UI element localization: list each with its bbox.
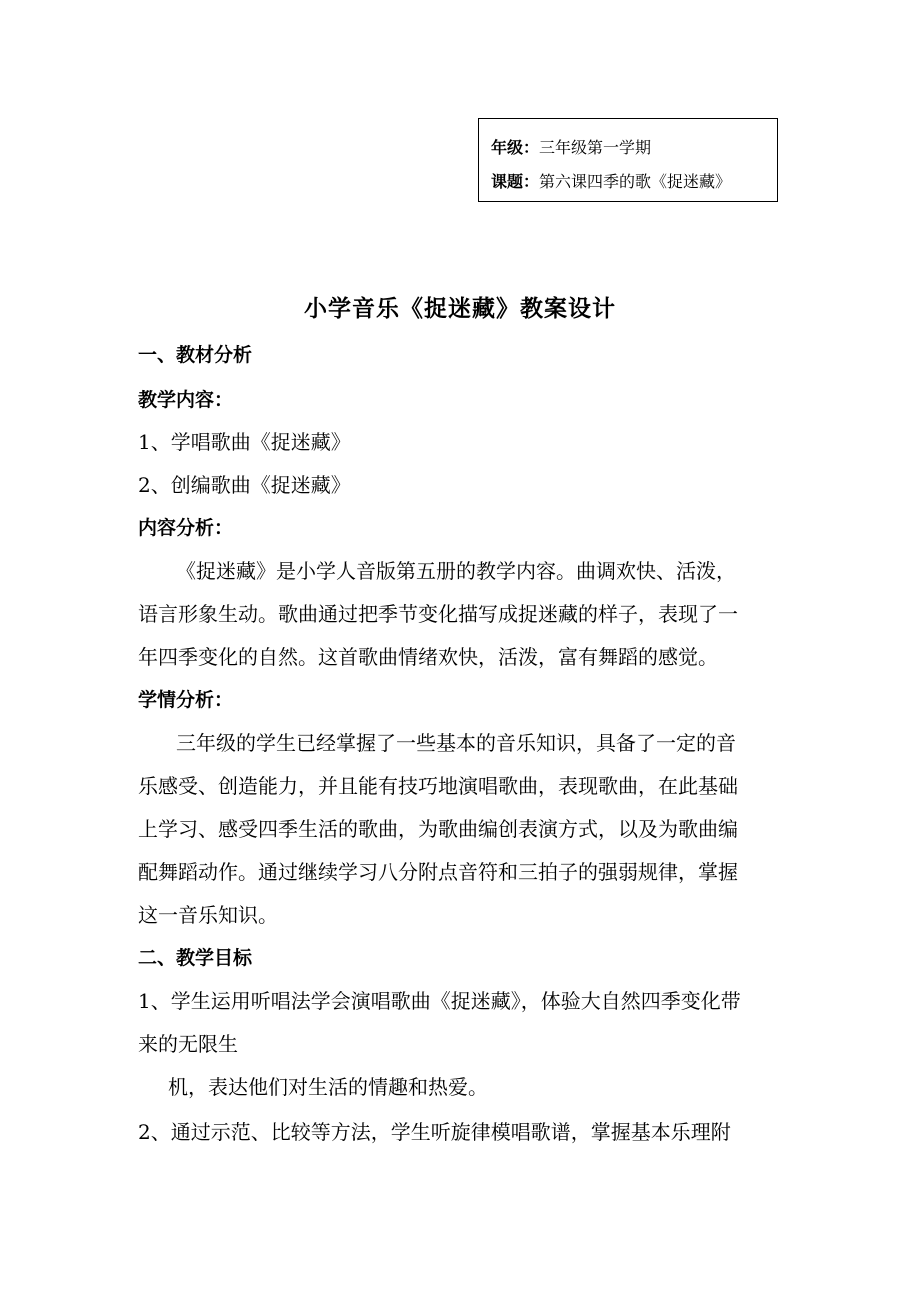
learner-line: 这一音乐知识。 — [138, 903, 278, 927]
topic-label: 课题： — [491, 172, 540, 191]
section1-heading: 一、教材分析 — [138, 344, 253, 366]
analysis-line: 年四季变化的自然。这首歌曲情绪欢快，活泼，富有舞蹈的感觉。 — [138, 645, 718, 669]
section2-heading: 二、教学目标 — [138, 947, 253, 969]
grade-row — [491, 131, 777, 165]
analysis-line: 《捉迷藏》是小学人音版第五册的教学内容。曲调欢快、活泼， — [176, 559, 736, 583]
goal-line: 来的无限生 — [138, 1032, 238, 1056]
document-title: 小学音乐《捉迷藏》教案设计 — [304, 296, 616, 322]
goal-line: 机，表达他们对生活的情趣和热爱。 — [168, 1075, 488, 1099]
grade-value: 三年级第一学期 — [539, 138, 652, 157]
learner-heading: 学情分析： — [138, 689, 234, 711]
learner-line: 上学习、感受四季生活的歌曲，为歌曲编创表演方式，以及为歌曲编 — [138, 817, 738, 841]
grade-label: 年级： — [491, 138, 540, 157]
goal-line: 2、通过示范、比较等方法，学生听旋律模唱歌谱，掌握基本乐理附 — [138, 1120, 731, 1144]
analysis-line: 语言形象生动。歌曲通过把季节变化描写成捉迷藏的样子，表现了一 — [138, 602, 738, 626]
learner-line: 乐感受、创造能力，并且能有技巧地演唱歌曲，表现歌曲，在此基础 — [138, 774, 738, 798]
content-item: 2、创编歌曲《捉迷藏》 — [138, 473, 351, 497]
learner-line: 三年级的学生已经掌握了一些基本的音乐知识，具备了一定的音 — [176, 731, 736, 755]
content-item: 1、学唱歌曲《捉迷藏》 — [138, 430, 351, 454]
content-heading: 教学内容： — [138, 389, 234, 411]
learner-line: 配舞蹈动作。通过继续学习八分附点音符和三拍子的强弱规律，掌握 — [138, 860, 738, 884]
goal-line: 1、学生运用听唱法学会演唱歌曲《捉迷藏》，体验大自然四季变化带 — [138, 989, 741, 1013]
info-box — [478, 118, 778, 202]
analysis-heading: 内容分析： — [138, 517, 234, 539]
topic-row — [491, 165, 777, 199]
topic-value: 第六课四季的歌《捉迷藏》 — [539, 172, 732, 191]
